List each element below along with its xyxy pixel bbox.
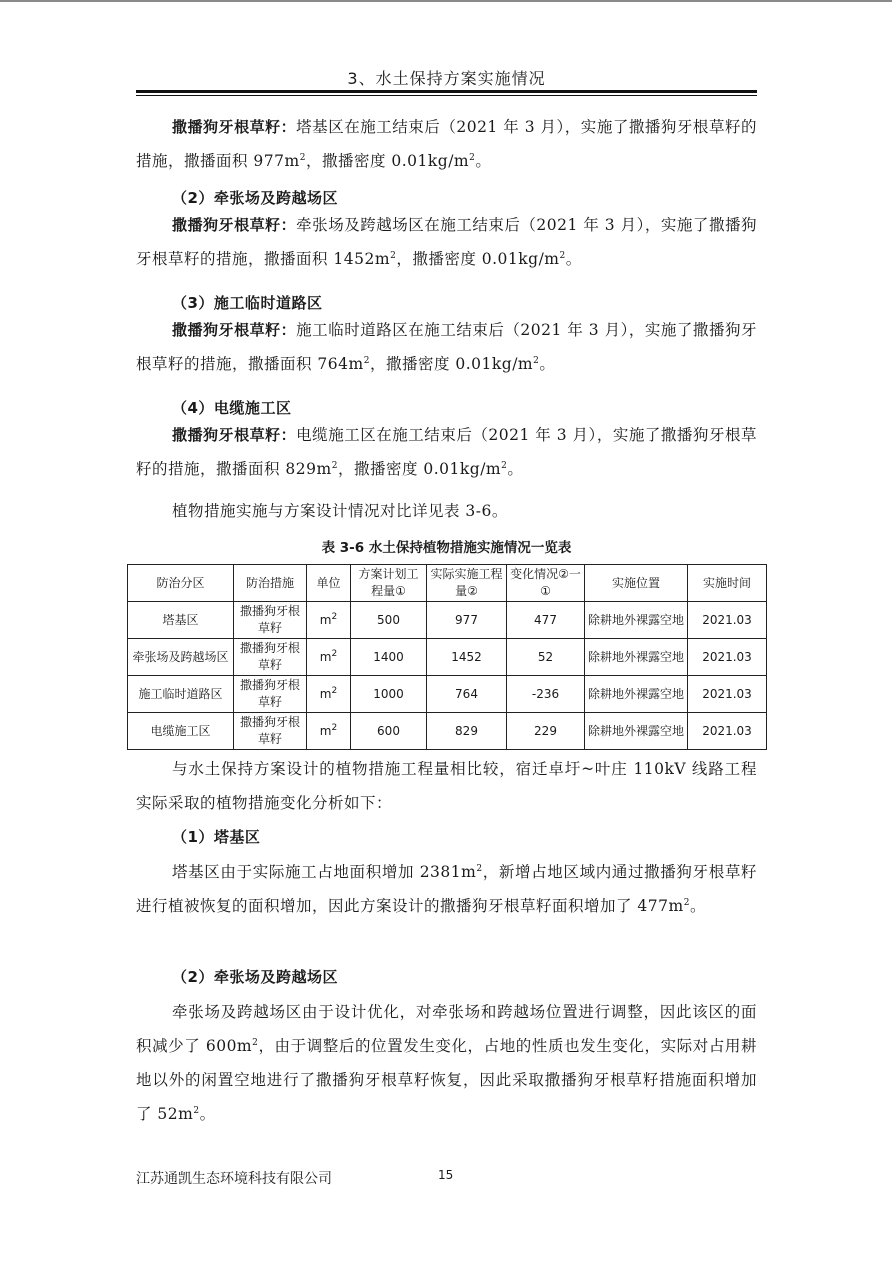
- table-cell: 2021.03: [688, 676, 767, 713]
- table-cell-unit: [307, 713, 351, 750]
- superscript: 2: [193, 1105, 200, 1116]
- measure-text: ，撒播密度 0.01kg/m: [369, 355, 534, 373]
- table-cell: 977: [427, 602, 507, 639]
- table-cell: 829: [427, 713, 507, 750]
- table-cell: 600: [351, 713, 427, 750]
- superscript: 2: [363, 355, 370, 366]
- table-row: [128, 713, 767, 750]
- table-cell: 2021.03: [688, 602, 767, 639]
- superscript: 2: [533, 355, 540, 366]
- analysis-heading-1: （1）塔基区: [172, 828, 261, 846]
- analysis-text: ，由于调整后的位置发生变化，占地的性质也发生变化，实际对占用耕地以外的闲置空地进行了撒播狗牙根草籽恢复，因此采取撒播狗牙根草籽措施面积增加了 52m: [136, 1037, 757, 1123]
- footer-company: 江苏通凯生态环境科技有限公司: [136, 1171, 332, 1187]
- table-header-cell: 实施位置: [585, 565, 688, 602]
- analysis-text: 塔基区由于实际施工占地面积增加 2381m: [172, 863, 477, 881]
- table-cell: 2021.03: [688, 639, 767, 676]
- measure-label: 撒播狗牙根草籽：: [172, 321, 297, 339]
- table-header-cell: 变化情况②一①: [507, 565, 585, 602]
- paragraph-cable-measure: [136, 418, 757, 486]
- table-cell: -236: [507, 676, 585, 713]
- table-header-cell: 方案计划工程量①: [351, 565, 427, 602]
- table-cell: 撒播狗牙根草籽: [234, 602, 307, 639]
- superscript: 2: [559, 250, 566, 261]
- analysis-text: ，新增占地区域内通过撒播狗牙根草籽进行植被恢复的面积增加，因此方案设计的撒播狗牙根草籽面积增加了 477m: [136, 863, 757, 915]
- table-cell: 2021.03: [688, 713, 767, 750]
- table-cell: 1400: [351, 639, 427, 676]
- measure-text: ，撒播密度 0.01kg/m: [396, 250, 560, 268]
- paragraph-table-intro: 植物措施实施与方案设计情况对比详见表 3-6。: [172, 502, 508, 520]
- superscript: 2: [476, 863, 483, 874]
- section-heading-2: （2）牵张场及跨越场区: [172, 189, 338, 207]
- paragraph-tower-measure: [136, 110, 757, 178]
- unit-base: m: [319, 612, 332, 627]
- unit-base: m: [319, 686, 332, 701]
- unit-base: m: [319, 723, 332, 738]
- analysis-heading-2: （2）牵张场及跨越场区: [172, 968, 338, 986]
- measure-text: 施工临时道路区在施工结束后（2021 年 3 月），实施了撒播狗牙根草籽的措施，撒播面积 764m: [136, 321, 757, 373]
- superscript: 2: [469, 152, 476, 163]
- table-cell: 1000: [351, 676, 427, 713]
- table-cell: 除耕地外裸露空地: [585, 676, 688, 713]
- table-cell: 477: [507, 602, 585, 639]
- measure-text-end: 。: [507, 460, 524, 478]
- measure-text-end: 。: [565, 250, 582, 268]
- table-cell-unit: [307, 639, 351, 676]
- superscript: 2: [501, 460, 508, 471]
- table-header-cell: 实施时间: [688, 565, 767, 602]
- page-header: [136, 62, 757, 100]
- table-cell-unit: [307, 602, 351, 639]
- table-cell-unit: [307, 676, 351, 713]
- table-cell: 牵张场及跨越场区: [128, 639, 234, 676]
- measure-text: ，撒播密度 0.01kg/m: [305, 152, 470, 170]
- paragraph-road-measure: [136, 313, 757, 381]
- table-header-cell: 单位: [307, 565, 351, 602]
- table-header-row: [128, 565, 767, 602]
- measure-label: 撒播狗牙根草籽：: [172, 118, 297, 136]
- section-heading-4: （4）电缆施工区: [172, 399, 292, 417]
- table-cell: 撒播狗牙根草籽: [234, 639, 307, 676]
- measure-text-end: 。: [475, 152, 492, 170]
- table-cell: 除耕地外裸露空地: [585, 713, 688, 750]
- paragraph-analysis-tension: [136, 995, 757, 1131]
- table-row: [128, 602, 767, 639]
- superscript: 2: [299, 152, 306, 163]
- header-title: 3、水土保持方案实施情况: [347, 69, 546, 88]
- superscript: 2: [683, 897, 690, 908]
- table-cell: 1452: [427, 639, 507, 676]
- table-cell: 塔基区: [128, 602, 234, 639]
- table-header-cell: 实际实施工程量②: [427, 565, 507, 602]
- analysis-text-end: 。: [689, 897, 706, 915]
- section-heading-3: （3）施工临时道路区: [172, 294, 323, 312]
- measure-text: 电缆施工区在施工结束后（2021 年 3 月），实施了撒播狗牙根草籽的措施，撒播面积 829m: [136, 426, 757, 478]
- table-cell: 施工临时道路区: [128, 676, 234, 713]
- unit-sup: 2: [331, 722, 338, 733]
- vegetation-measures-table: [127, 564, 767, 750]
- paragraph-tension-measure: [136, 208, 757, 276]
- analysis-text: 牵张场及跨越场区由于设计优化，对牵张场和跨越场位置进行调整，因此该区的面积减少了 600m: [136, 1003, 757, 1055]
- table-cell: 764: [427, 676, 507, 713]
- table-cell: 52: [507, 639, 585, 676]
- table-cell: 电缆施工区: [128, 713, 234, 750]
- table-cell: 撒播狗牙根草籽: [234, 676, 307, 713]
- measure-text-end: 。: [539, 355, 556, 373]
- analysis-text-end: 。: [199, 1105, 216, 1123]
- table-cell: 500: [351, 602, 427, 639]
- paragraph-analysis-intro: 与水土保持方案设计的植物措施工程量相比较，宿迁卓圩~叶庄 110kV 线路工程实际采取的植物措施变化分析如下：: [136, 760, 757, 812]
- unit-sup: 2: [331, 648, 338, 659]
- page-top-border: [0, 0, 892, 2]
- measure-label: 撒播狗牙根草籽：: [172, 426, 297, 444]
- superscript: 2: [252, 1037, 259, 1048]
- table-cell: 229: [507, 713, 585, 750]
- table-row: [128, 676, 767, 713]
- unit-sup: 2: [331, 685, 338, 696]
- superscript: 2: [331, 460, 338, 471]
- table-header-cell: 防治分区: [128, 565, 234, 602]
- measure-label: 撒播狗牙根草籽：: [172, 216, 297, 234]
- table-caption: 表 3-6 水土保持植物措施实施情况一览表: [321, 540, 572, 556]
- superscript: 2: [390, 250, 397, 261]
- table-cell: 除耕地外裸露空地: [585, 602, 688, 639]
- table-cell: 撒播狗牙根草籽: [234, 713, 307, 750]
- header-rule-thick: [136, 90, 757, 93]
- table-cell: 除耕地外裸露空地: [585, 639, 688, 676]
- measure-text: 塔基区在施工结束后（2021 年 3 月），实施了撒播狗牙根草籽的措施，撒播面积 977m: [136, 118, 757, 170]
- unit-base: m: [319, 649, 332, 664]
- measure-text: ，撒播密度 0.01kg/m: [337, 460, 502, 478]
- table-row: [128, 639, 767, 676]
- unit-sup: 2: [331, 611, 338, 622]
- table-header-cell: 防治措施: [234, 565, 307, 602]
- paragraph-analysis-tower: [136, 855, 757, 923]
- measure-text: 牵张场及跨越场区在施工结束后（2021 年 3 月），实施了撒播狗牙根草籽的措施，撒播面积 1452m: [136, 216, 757, 268]
- page-number: 15: [438, 1168, 454, 1182]
- header-rule-thin: [136, 95, 757, 96]
